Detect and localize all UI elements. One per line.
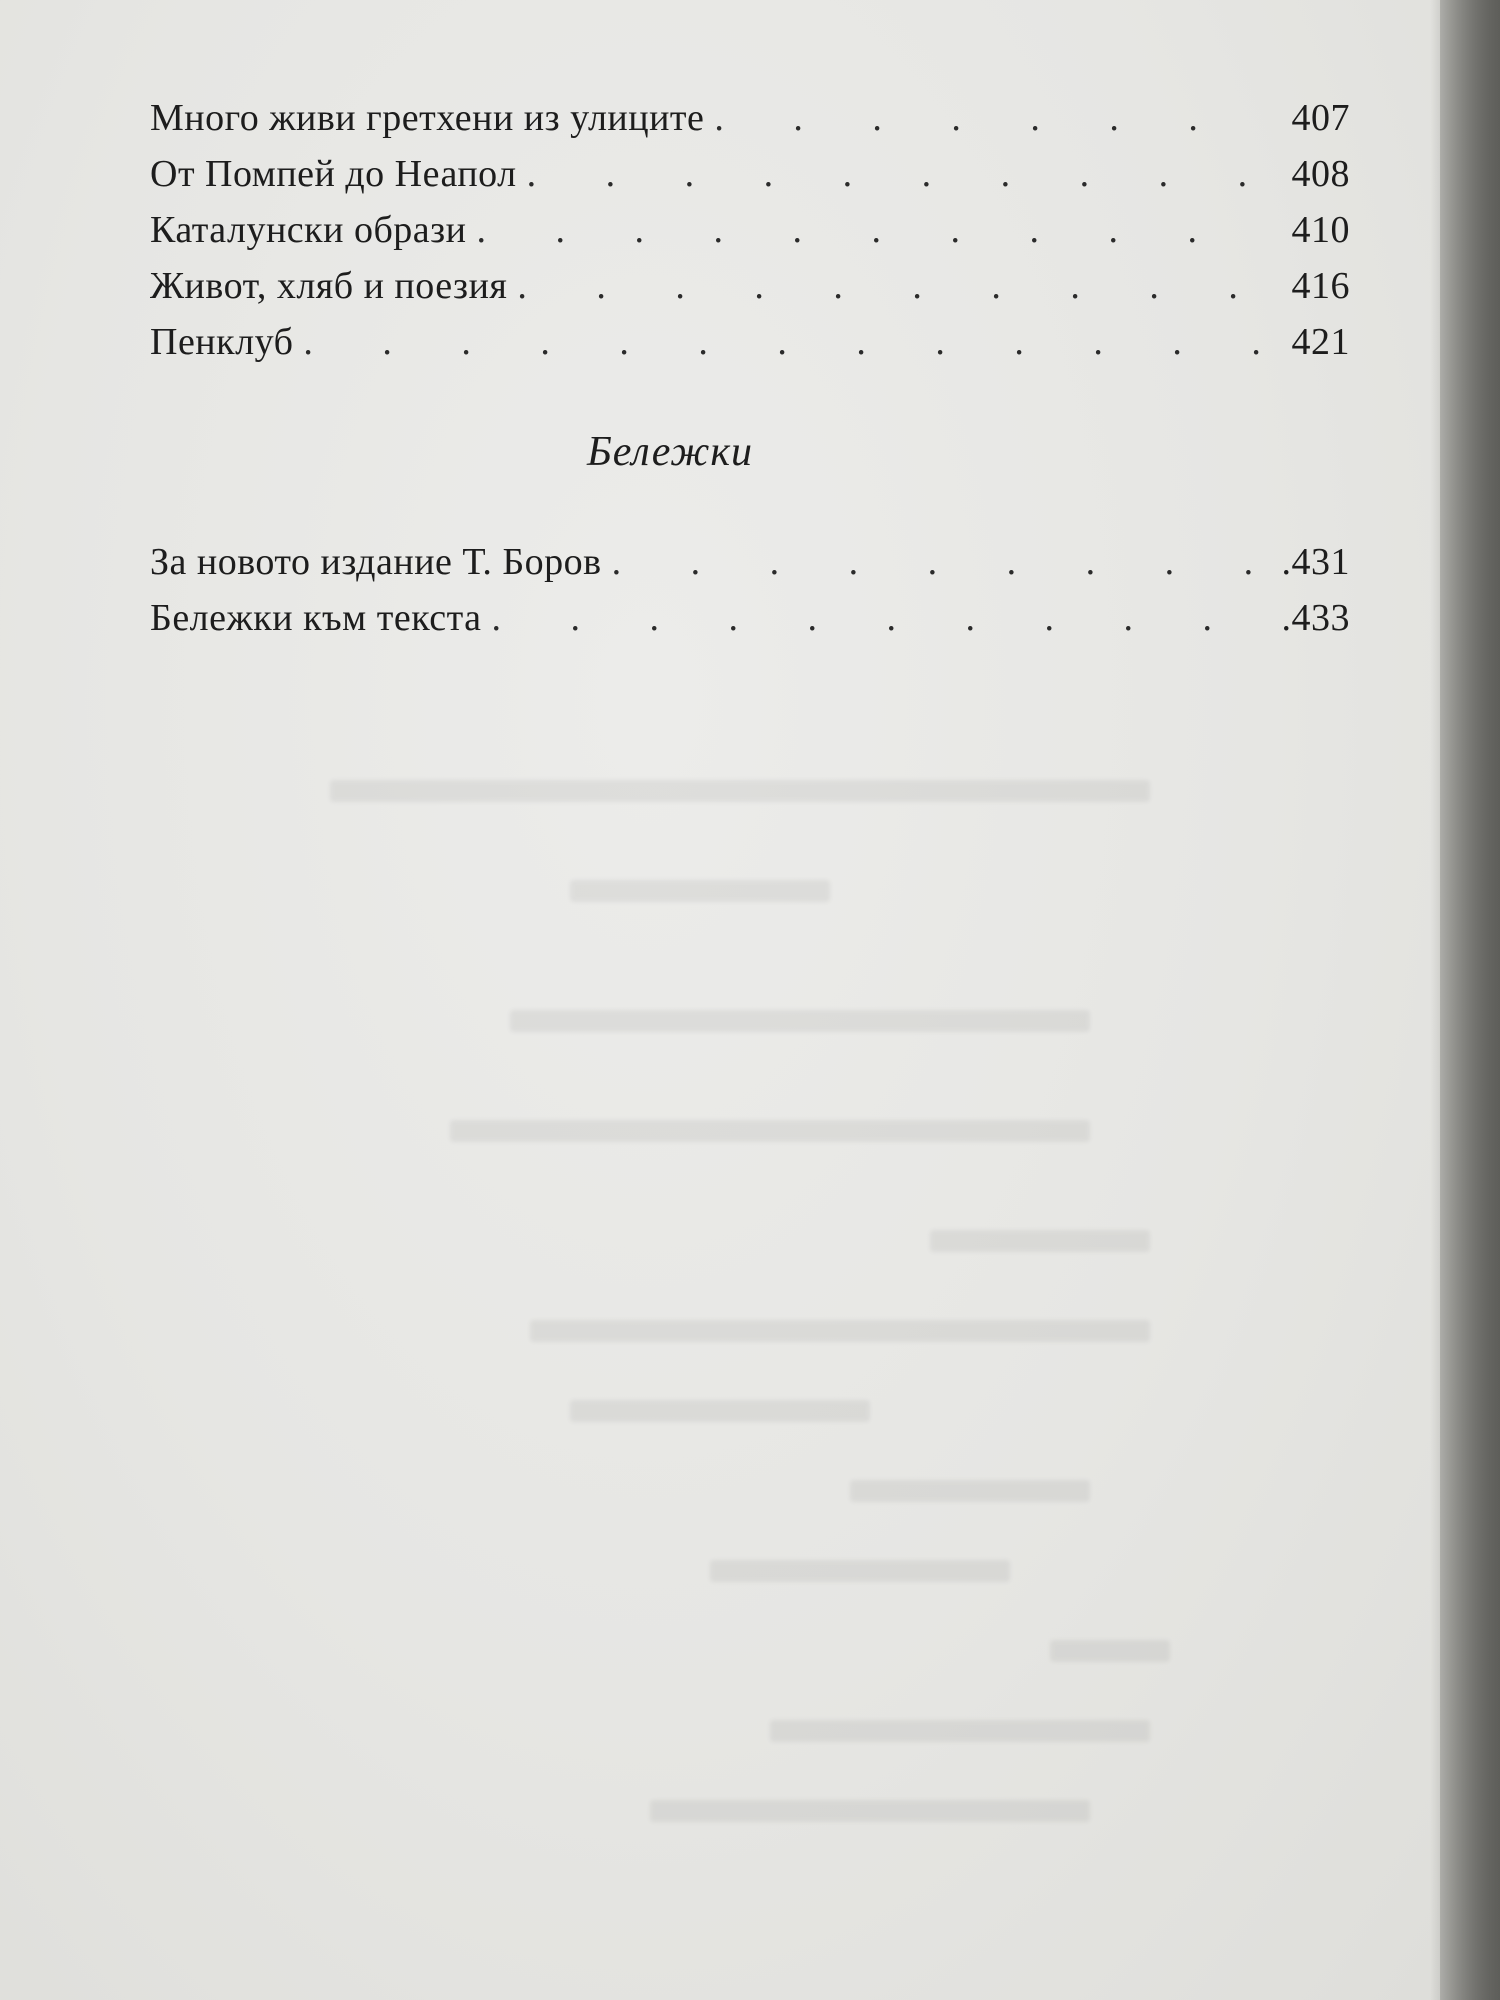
toc-entry [150,540,1350,596]
toc-entry [150,264,1350,320]
dot-leader [527,152,1268,196]
book-spine-shadow [1430,0,1500,2000]
toc-entry-page: 408 [1291,153,1350,195]
toc-entry-title: Живот, хляб и поезия [150,265,508,307]
toc-entry-title: От Помпей до Неапол [150,153,517,195]
toc-entry-page: 410 [1291,209,1350,251]
toc-list [150,96,1350,376]
toc-entry [150,208,1350,264]
toc-entry-page: 416 [1291,265,1350,307]
show-through-text [150,760,1350,1960]
toc-entry-title: Бележки към текста [150,597,482,639]
toc-entry-title: Каталунски образи [150,209,467,251]
dot-leader [612,540,1264,584]
dot-leader [714,96,1268,140]
toc-entry-page: .431 [1281,541,1350,583]
toc-entry-title: За новото издание Т. Боров [150,541,602,583]
section-heading: Бележки [586,429,754,475]
toc-entry-title: Много живи гретхени из улиците [150,97,705,139]
dot-leader [517,264,1268,308]
toc-entry-page: 407 [1291,97,1350,139]
toc-entry-page: 421 [1291,321,1350,363]
toc-entry [150,152,1350,208]
toc-entry [150,596,1350,652]
dot-leader [303,320,1268,364]
dot-leader [477,208,1268,252]
toc-entry-title: Пенклуб [150,321,294,363]
toc-entry-page: .433 [1281,597,1350,639]
toc-list [150,540,1350,652]
dot-leader [492,596,1264,640]
toc-entry [150,320,1350,376]
toc-entry [150,96,1350,152]
